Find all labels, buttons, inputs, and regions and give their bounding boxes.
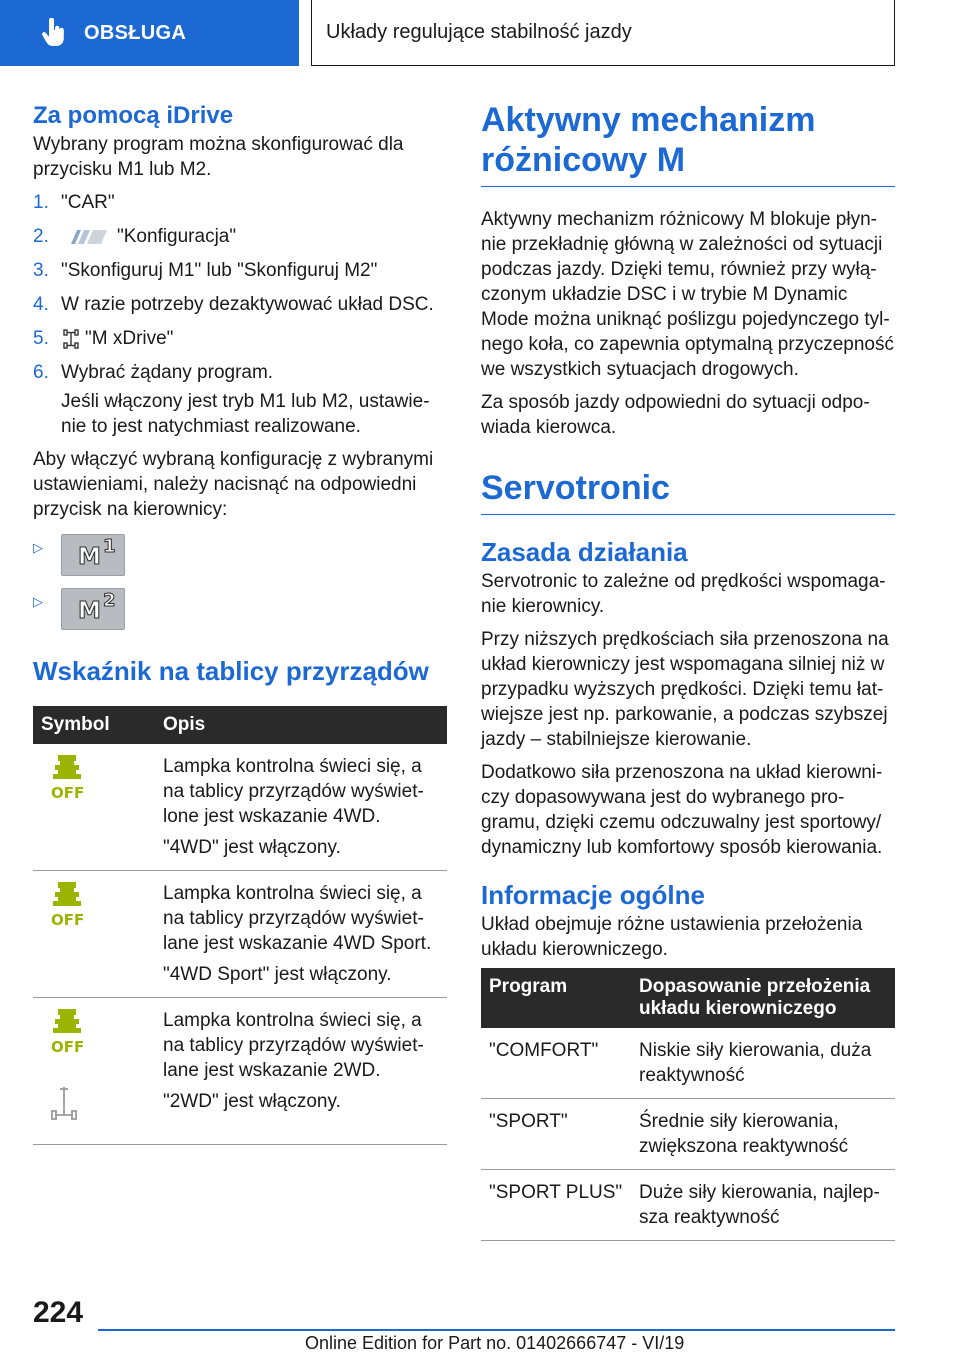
table-row [33,998,447,1145]
step-text: Wybrać żądany program. [61,362,274,383]
step-number: 1. [33,192,49,213]
chapter-title: Układy regulujące stabilność jazdy [326,21,632,43]
step-number: 2. [33,226,49,247]
m2-number: 2 [103,590,116,611]
adjust-cell: Średnie siły kierowania, zwiększona reaktywność [631,1099,895,1170]
table-row [481,1099,895,1170]
step-number: 3. [33,260,49,281]
col-desc-header: Opis [155,706,447,744]
table-row [481,1028,895,1099]
adjust-cell: Duże siły kierowania, najlep‐sza reaktywność [631,1170,895,1241]
m2-button[interactable] [61,588,125,630]
idrive-intro: Wybrany program można skonfigurować dla przycisku M1 lub M2. [33,134,404,180]
bullet-triangle-icon: ▷ [33,594,43,609]
edition-text: Online Edition for Part no. 01402666747 - VI/19 [305,1333,685,1353]
off-badge: OFF [51,1038,85,1056]
left-column [33,100,447,1145]
list-item [33,326,447,351]
section-tab[interactable] [0,0,299,66]
step-number: 6. [33,362,49,383]
idrive-heading: Za pomocą iDrive [33,102,234,129]
list-item [33,190,447,215]
indicator-desc: Lampka kontrolna świeci się, a na tablicy przyrządów wyświet‐lane jest wskazanie 4WD Sport. [163,883,432,954]
principle-heading: Zasada działania [481,537,688,567]
step-note: Jeśli włączony jest tryb M1 lub M2, ustawie‐nie to jest natychmiast realizowane. [61,391,430,437]
indicator-desc: Lampka kontrolna świeci się, a na tablicy przyrządów wyświet‐lone jest wskazanie 4WD. [163,756,424,827]
step-text: W razie potrzeby dezaktywować układ DSC. [61,294,434,315]
table-row [33,744,447,871]
step-text: "M xDrive" [85,328,174,349]
indicator-note: "2WD" jest włączony. [163,1091,341,1112]
step-number: 5. [33,328,49,349]
principle-paragraph: Servotronic to zależne od prędkości wspomaga‐nie kierownicy. [481,571,886,617]
activate-text: Aby włączyć wybraną konfigurację z wybranymi ustawieniami, należy nacisnąć na odpowiedni przycisk na kierownicy: [33,449,434,520]
servotronic-title: Servotronic [481,468,895,515]
page-number: 224 [33,1296,84,1329]
col-program-header: Program [481,968,631,1028]
program-cell: "SPORT PLUS" [481,1170,631,1241]
differential-paragraph: Aktywny mechanizm różnicowy M blokuje płyn‐nie przekładnię główną w zależności od sytuacji podczas jazdy. Dzięki temu, również przy wyłą‐czonym układzie DSC i w trybie M Dynamic Mode można uniknąć poślizgu pojedynczego tyl‐nego koła, co zapewnia optymalną przyczepność we wszystkich sytuacjach drogowych. [481,209,894,380]
m1-button-row [33,534,447,576]
4wd-off-warning-icon [51,754,85,802]
step-text: "Konfiguracja" [117,226,237,247]
4wd-sport-off-warning-icon [51,881,85,929]
footer-divider [98,1329,895,1331]
list-item [33,258,447,283]
section-title: OBSŁUGA [84,21,187,44]
m-stripes-icon [67,230,109,244]
indicator-note: "4WD Sport" jest włączony. [163,964,392,985]
indicator-note: "4WD" jest włączony. [163,837,341,858]
adjust-cell: Niskie siły kierowania, duża reaktywność [631,1028,895,1099]
m2-button-row [33,588,447,630]
differential-title: Aktywny mechanizm różnicowy M [481,100,895,187]
m2-letter: M [78,598,101,624]
2wd-icon [51,1085,77,1123]
steering-table [481,968,895,1241]
xdrive-icon [63,329,79,349]
col-symbol-header: Symbol [33,706,155,744]
step-text: "CAR" [61,192,115,213]
indicator-table [33,706,447,1145]
general-paragraph: Układ obejmuje różne ustawienia przełożenia układu kierowniczego. [481,914,863,960]
m1-letter: M [78,544,101,570]
general-heading: Informacje ogólne [481,880,705,910]
principle-paragraph: Dodatkowo siła przenoszona na układ kierowni‐czy dopasowywana jest do wybranego pro‐gramu, dzięki czemu odczuwalny jest sportowy/ dynamiczny lub komfortowy sposób kierowania. [481,762,883,858]
steps-list [33,190,447,385]
off-badge: OFF [51,911,85,929]
chapter-header [311,0,895,66]
2wd-off-warning-icon [51,1008,85,1056]
indicator-desc: Lampka kontrolna świeci się, a na tablicy przyrządów wyświet‐lane jest wskazanie 2WD. [163,1010,424,1081]
list-item [33,224,447,249]
table-row [481,1170,895,1241]
list-item [33,360,447,385]
program-cell: "SPORT" [481,1099,631,1170]
principle-paragraph: Przy niższych prędkościach siła przenoszona na układ kierowniczy jest wspomagana silniej niż w przypadku wyższych prędkości. Dzięki temu łat‐wiejsze jest np. parkowanie, a podczas szybszej jazdy – stabilniejsze kierowanie. [481,629,889,750]
table-row [33,871,447,998]
list-item [33,292,447,317]
step-text: "Skonfiguruj M1" lub "Skonfiguruj M2" [61,260,378,281]
m1-number: 1 [103,536,116,557]
program-cell: "COMFORT" [481,1028,631,1099]
differential-paragraph: Za sposób jazdy odpowiedni do sytuacji odpo‐wiada kierowca. [481,392,870,438]
off-badge: OFF [51,784,85,802]
hand-pointer-icon [40,18,66,48]
col-adjust-header: Dopasowanie przełożenia układu kierowniczego [631,968,895,1028]
m1-button[interactable] [61,534,125,576]
right-column [481,100,895,1241]
step-number: 4. [33,294,49,315]
bullet-triangle-icon: ▷ [33,540,43,555]
indicator-heading: Wskaźnik na tablicy przyrządów [33,656,429,686]
